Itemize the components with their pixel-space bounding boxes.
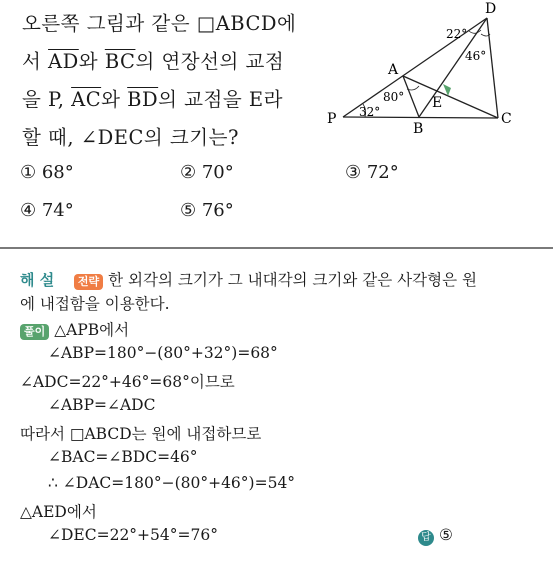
line-dc (487, 18, 498, 118)
text: 와 (101, 88, 128, 111)
text: 을 P, (22, 88, 72, 111)
question-line-4: 할 때, ∠DEC의 크기는? (22, 126, 239, 149)
question-line-1: 오른쪽 그림과 같은 □ABCD에 (22, 12, 297, 35)
text: 의 연장선의 교점 (135, 50, 285, 73)
solution-step-1 (20, 318, 129, 340)
choice-1[interactable]: ① 68° (20, 162, 74, 183)
label-b: B (413, 121, 424, 137)
label-e: E (432, 95, 443, 111)
choice-3[interactable]: ③ 72° (345, 162, 399, 183)
strategy-text: 한 외각의 크기가 그 내대각의 크기와 같은 사각형은 원 (108, 271, 477, 289)
solution-step-3: ∠ADC=22°+46°=68°이므로 (20, 373, 235, 391)
answer-icon: 답 (418, 530, 434, 546)
answer-value: ⑤ (438, 526, 453, 544)
segment-bc: $\overline{BC}$ (104, 50, 136, 73)
text: 서 (22, 50, 49, 73)
label-p: P (327, 111, 337, 127)
segment-ac: $\overline{AC}$ (71, 88, 102, 111)
question-line-3 (22, 84, 283, 112)
solution-heading: 해 설 (20, 271, 55, 289)
answer-row (418, 526, 453, 546)
segment-ad: $\overline{AD}$ (48, 50, 79, 73)
text: 와 (78, 50, 105, 73)
geometry-figure (315, 0, 553, 140)
angle-label-bdc: 46° (465, 49, 487, 63)
strategy-row (20, 268, 477, 290)
solution-step-5: 따라서 □ABCD는 원에 내접하므로 (20, 425, 262, 443)
question-section (0, 0, 553, 245)
choice-5[interactable]: ⑤ 76° (180, 200, 234, 221)
solution-step-4: ∠ABP=∠ADC (48, 396, 156, 414)
text: 의 교점을 E라 (158, 88, 283, 111)
step-text: △APB에서 (54, 321, 130, 339)
solution-tag: 풀이 (20, 324, 49, 340)
segment-bd: $\overline{BD}$ (127, 88, 159, 111)
solution-step-2: ∠ABP=180°−(80°+32°)=68° (48, 344, 278, 362)
angle-label-apb: 32° (359, 105, 381, 119)
label-a: A (388, 62, 399, 78)
choice-4[interactable]: ④ 74° (20, 200, 74, 221)
strategy-text-2: 에 내접함을 이용한다. (20, 295, 170, 313)
angle-mark-bac (407, 86, 419, 90)
solution-step-9: ∠DEC=22°+54°=76° (48, 526, 218, 544)
angle-label-adb: 22° (446, 27, 468, 41)
section-divider (0, 247, 553, 249)
solution-step-8: △AED에서 (20, 503, 97, 521)
solution-step-7: ∴ ∠DAC=180°−(80°+46°)=54° (48, 474, 296, 492)
choice-2[interactable]: ② 70° (180, 162, 234, 183)
label-c: C (501, 111, 512, 127)
strategy-tag: 전략 (74, 274, 103, 290)
angle-label-bac: 80° (383, 90, 405, 104)
label-d: D (485, 1, 497, 17)
solution-step-6: ∠BAC=∠BDC=46° (48, 448, 198, 466)
question-line-2 (22, 46, 284, 74)
